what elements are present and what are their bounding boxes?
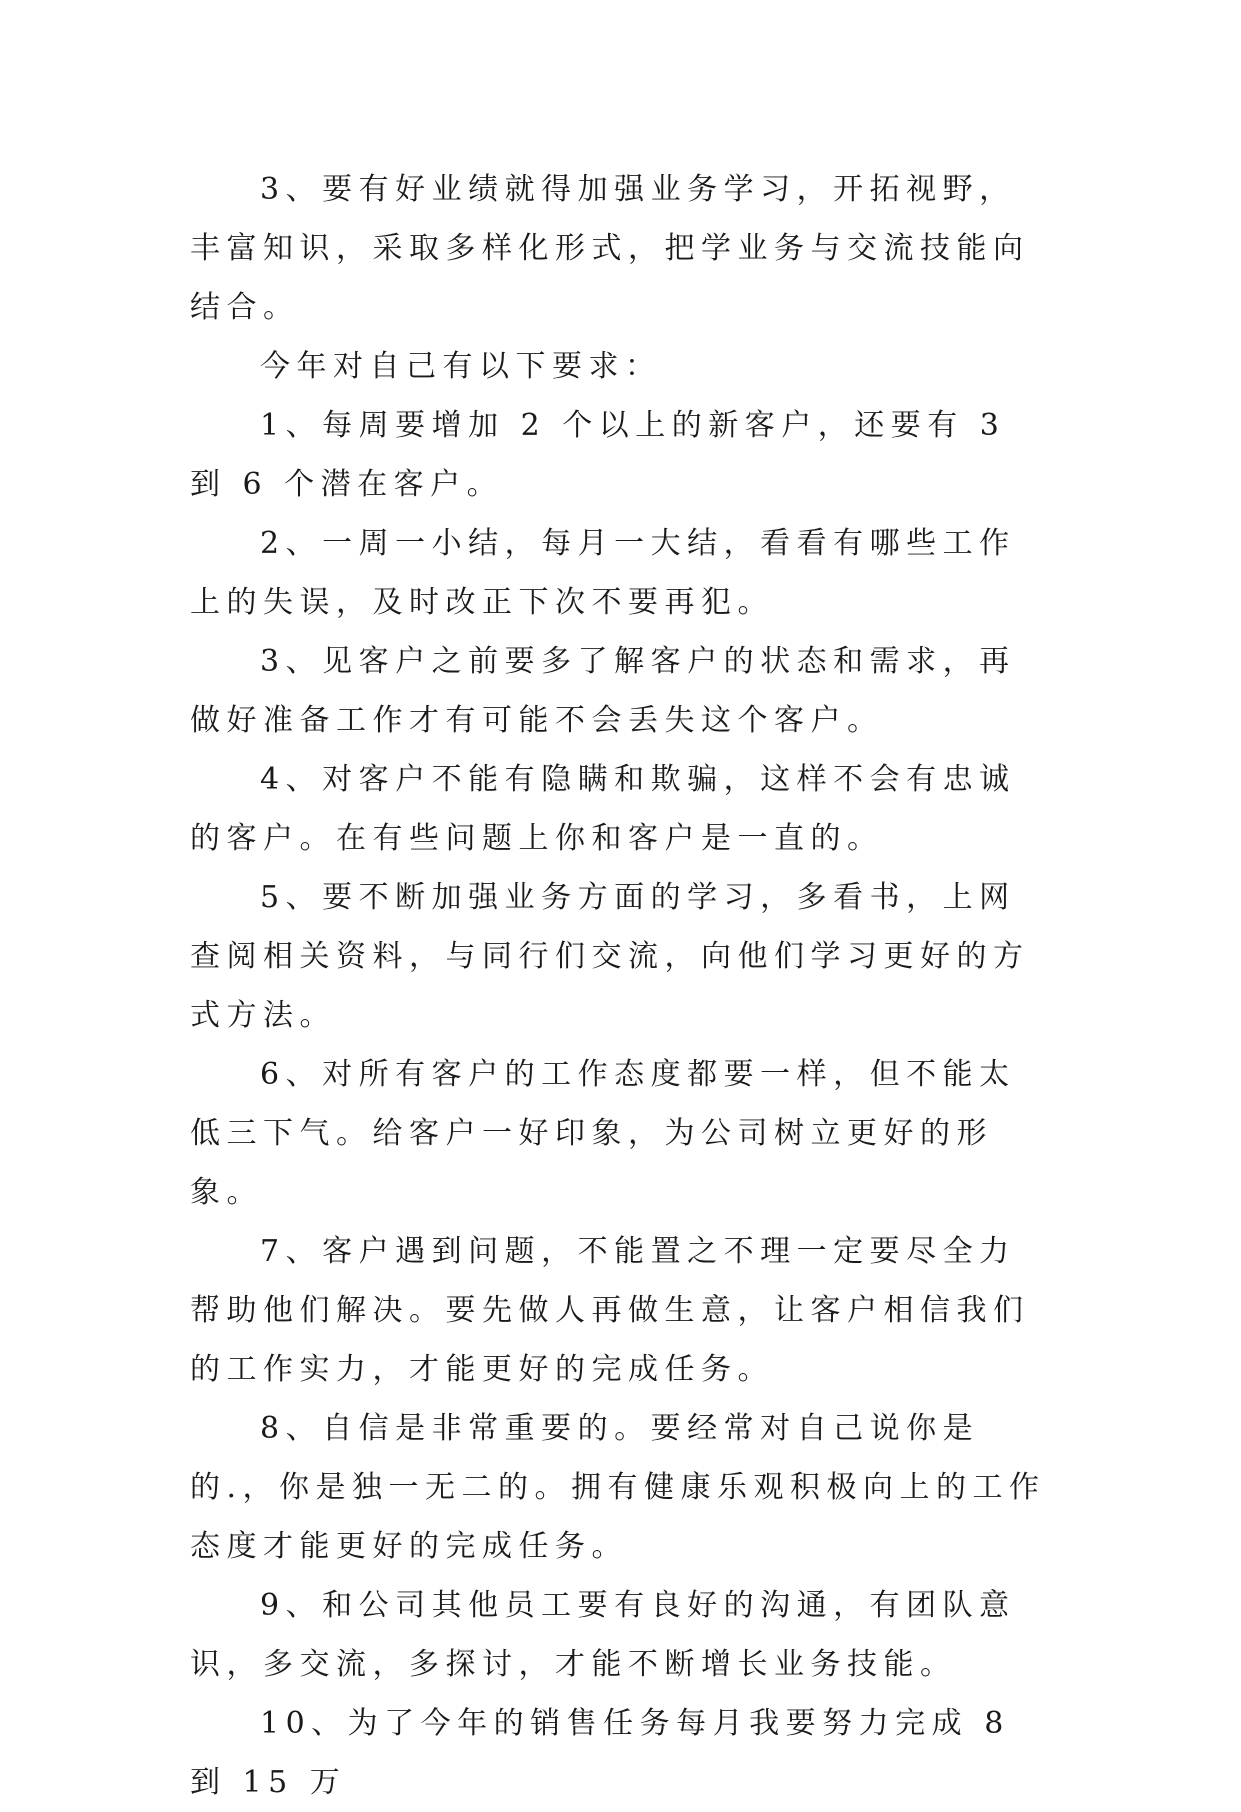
paragraph-item-2: 2、一周一小结，每月一大结，看看有哪些工作上的失误，及时改正下次不要再犯。 (190, 526, 1016, 620)
paragraph-item-5: 5、要不断加强业务方面的学习，多看书，上网查阅相关资料，与同行们交流，向他们学习更好的方式方法。 (190, 880, 1030, 1033)
paragraph-item-7: 7、客户遇到问题，不能置之不理一定要尽全力帮助他们解决。要先做人再做生意，让客户相信我们的工作实力，才能更好的完成任务。 (190, 1234, 1030, 1387)
paragraph-item-1: 1、每周要增加 2 个以上的新客户，还要有 3 到 6 个潜在客户。 (190, 408, 1006, 502)
paragraph-item-8: 8、自信是非常重要的。要经常对自己说你是的.，你是独一无二的。拥有健康乐观积极向上的工作态度才能更好的完成任务。 (190, 1411, 1046, 1564)
paragraph-item-6: 6、对所有客户的工作态度都要一样，但不能太低三下气。给客户一好印象，为公司树立更好的形象。 (190, 1057, 1016, 1210)
document-body (190, 160, 1052, 1812)
paragraph-item-10: 10、为了今年的销售任务每月我要努力完成 8 到 15 万 (190, 1706, 1010, 1800)
paragraph-requirements-heading: 今年对自己有以下要求： (260, 349, 662, 384)
paragraph-item-4: 4、对客户不能有隐瞒和欺骗，这样不会有忠诚的客户。在有些问题上你和客户是一直的。 (190, 762, 1016, 856)
paragraph-item-3: 3、见客户之前要多了解客户的状态和需求，再做好准备工作才有可能不会丢失这个客户。 (190, 644, 1016, 738)
paragraph-study-requirement: 3、要有好业绩就得加强业务学习，开拓视野，丰富知识，采取多样化形式，把学业务与交流技能向结合。 (190, 172, 1030, 325)
paragraph-item-9: 9、和公司其他员工要有良好的沟通，有团队意识，多交流，多探讨，才能不断增长业务技能。 (190, 1588, 1016, 1682)
